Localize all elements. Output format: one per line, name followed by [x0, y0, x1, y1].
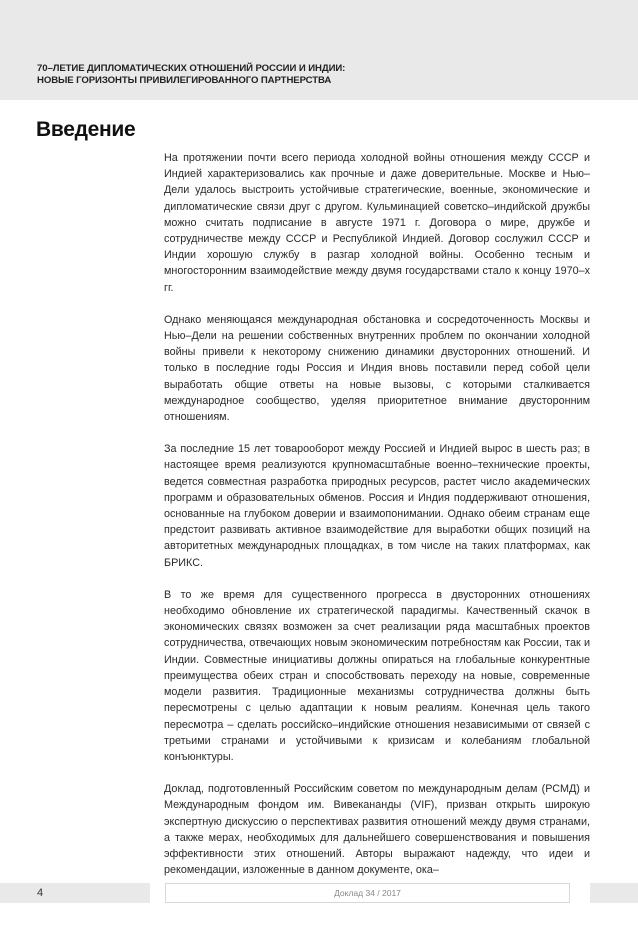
page-number: 4	[0, 883, 150, 903]
running-header-line-2: НОВЫЕ ГОРИЗОНТЫ ПРИВИЛЕГИРОВАННОГО ПАРТНЕРСТВА	[37, 75, 332, 86]
paragraph-1: На протяжении почти всего периода холодной войны отношения между СССР и Индией характеризовались как прочные и даже доверительные. Москве и Нью–Дели удалось выстроить устойчивые стратегические, военные, экономические и дипломатические связи друг с другом. Кульминацией советско–индийской дружбы можно считать подписание в августе 1971 г. Договора о мире, дружбе и сотрудничестве между СССР и Республикой Индией. Договор сослужил СССР и Индии хорошую службу в разгар холодной войны. Особенно тесным и многосторонним взаимодействие между двумя государствами стало к концу 1970–х гг.	[164, 152, 590, 294]
body-text	[164, 150, 590, 878]
paragraph-3: За последние 15 лет товарооборот между Россией и Индией вырос в шесть раз; в настоящее время реализуются крупномасштабные военно–технические проекты, ведется совместная разработка природных ресурсов, растет число академических программ и образовательных обменов. Россия и Индия поддерживают отношения, основанные на глубоком доверии и взаимопонимании. Однако обеим странам еще предстоит развивать активное взаимодействие для выработки общих позиций на авторитетных международных площадках, в том числе на таких платформах, как БРИКС.	[164, 443, 590, 569]
running-header-line-1: 70–ЛЕТИЕ ДИПЛОМАТИЧЕСКИХ ОТНОШЕНИЙ РОССИИ И ИНДИИ:	[37, 63, 346, 74]
footer-report-label: Доклад 34 / 2017	[165, 883, 570, 903]
paragraph-2: Однако меняющаяся международная обстановка и сосредоточенность Москвы и Нью–Дели на решении собственных внутренних проблем по окончании холодной войны привели к некоторому снижению динамики двусторонних отношений. И только в последние годы Россия и Индия вновь поставили перед собой цели выработать общие ответы на новые вызовы, с которыми сталкивается международное сообщество, уделяя приоритетное внимание двусторонним отношениям.	[164, 313, 590, 424]
footer-stripe	[590, 883, 638, 903]
paragraph-4: В то же время для существенного прогресса в двусторонних отношениях необходимо обновление их стратегической парадигмы. Качественный скачок в экономических связях возможен за счет реализации ряда масштабных проектов сотрудничества, отвечающих новым экономическим потребностям как России, так и Индии. Совместные инициативы должны опираться на глобальные конкурентные преимущества обеих стран и способствовать переходу на новые, современные модели развития. Традиционные механизмы сотрудничества должны быть пересмотрены с целью адаптации к новым реалиям. Конечная цель такого пересмотра – сделать российско–индийские отношения независимыми от связей с третьими странами и устойчивыми к кризисам и колебаниям глобальной конъюнктуры.	[164, 588, 590, 763]
section-title: Введение	[36, 118, 136, 141]
header-band	[0, 0, 638, 100]
running-header	[37, 63, 437, 87]
paragraph-5: Доклад, подготовленный Российским советом по международным делам (РСМД) и Международным фондом им. Вивекананды (VIF), призван открыть широкую экспертную дискуссию о перспективах развития отношений между двумя странами, а также мерах, необходимых для дальнейшего совершенствования и повышения эффективности этих отношений. Авторы выражают надежду, что идеи и рекомендации, изложенные в данном документе, ока–	[164, 783, 590, 877]
